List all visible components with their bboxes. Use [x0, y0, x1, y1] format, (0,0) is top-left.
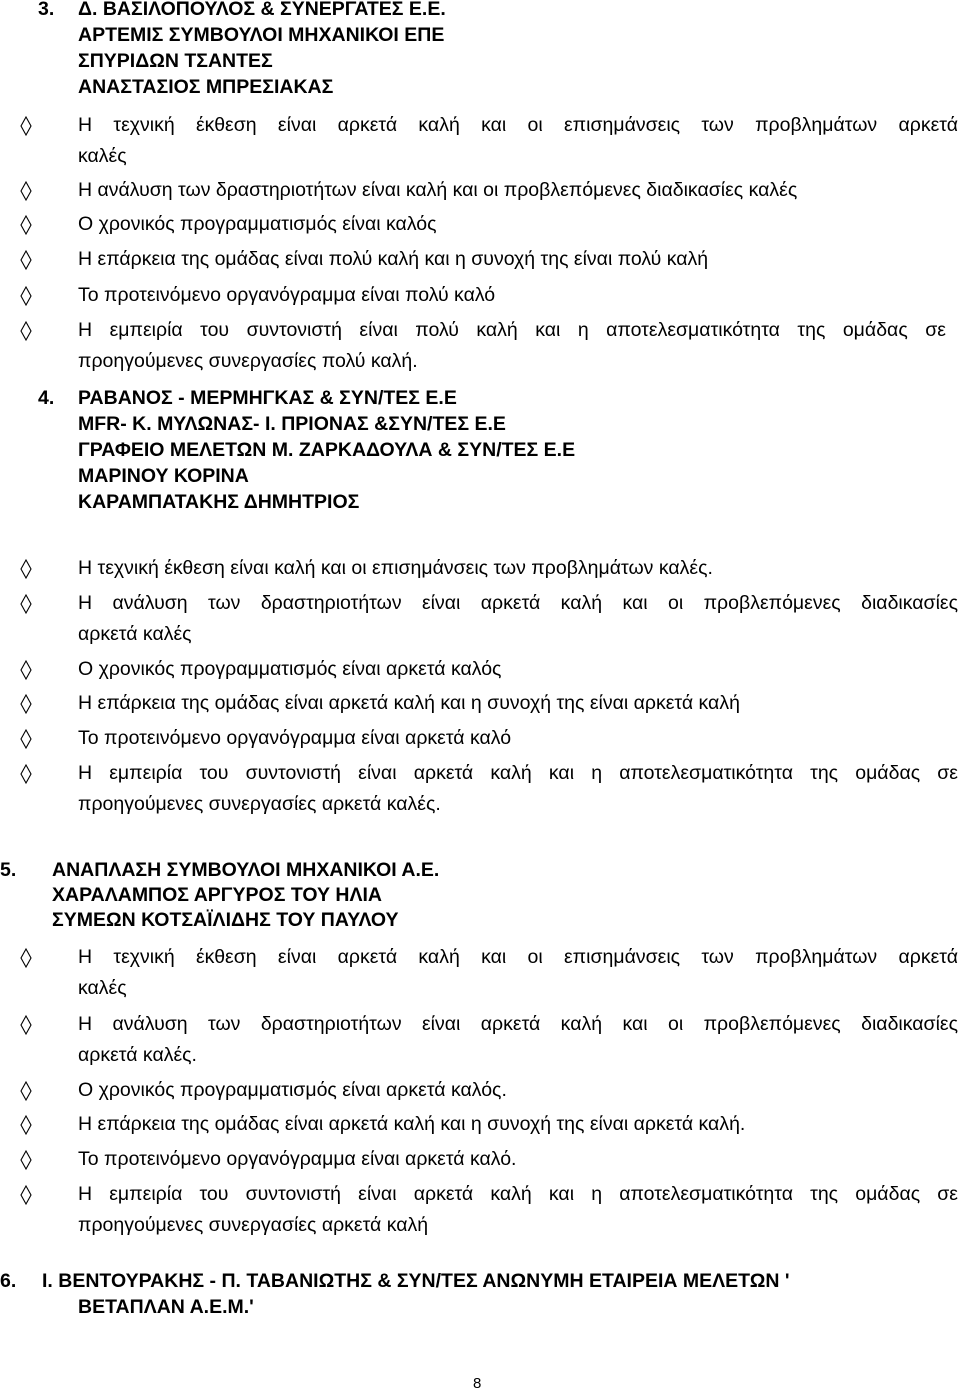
bullet-diamond-icon: [20, 180, 40, 204]
assessment-bullet: Ο χρονικός προγραμματισμός είναι καλός: [78, 213, 437, 235]
assessment-bullet-continuation: προηγούμενες συνεργασίες αρκετά καλή: [78, 1214, 429, 1236]
section-number: 6.: [0, 1270, 17, 1292]
assessment-bullet: Η επάρκεια της ομάδας είναι αρκετά καλή και η συνοχή της είναι αρκετά καλή.: [78, 1113, 746, 1135]
section-heading-line: ΣΥΜΕΩΝ ΚΟΤΣΑΪΛΙΔΗΣ ΤΟΥ ΠΑΥΛΟΥ: [52, 909, 399, 931]
assessment-bullet: Το προτεινόμενο οργανόγραμμα είναι πολύ καλό: [78, 284, 496, 306]
assessment-bullet: Η ανάλυση των δραστηριοτήτων είναι καλή και οι προβλεπόμενες διαδικασίες καλές: [78, 179, 798, 201]
assessment-bullet: Η ανάλυση των δραστηριοτήτων είναι αρκετά καλή και οι προβλεπόμενες διαδικασίες: [78, 592, 958, 614]
assessment-bullet: Η εμπειρία του συντονιστή είναι αρκετά καλή και η αποτελεσματικότητα της ομάδας σε: [78, 762, 958, 784]
assessment-bullet-continuation: αρκετά καλές: [78, 623, 192, 645]
bullet-diamond-icon: [20, 1014, 40, 1038]
bullet-diamond-icon: [20, 249, 40, 273]
assessment-bullet: Η εμπειρία του συντονιστή είναι αρκετά καλή και η αποτελεσματικότητα της ομάδας σε: [78, 1183, 958, 1205]
assessment-bullet: Ο χρονικός προγραμματισμός είναι αρκετά καλός.: [78, 1079, 507, 1101]
section-number: 3.: [38, 0, 55, 20]
section-heading: Δ. ΒΑΣΙΛΟΠΟΥΛΟΣ & ΣΥΝΕΡΓΑΤΕΣ Ε.Ε.: [78, 0, 446, 20]
section-heading: Ι. ΒΕΝΤΟΥΡΑΚΗΣ - Π. ΤΑΒΑΝΙΩΤΗΣ & ΣΥΝ/ΤΕΣ ΑΝΩΝΥΜΗ ΕΤΑΙΡΕΙΑ ΜΕΛΕΤΩΝ ': [42, 1270, 790, 1292]
section-number: 4.: [38, 387, 55, 409]
assessment-bullet: Η τεχνική έκθεση είναι αρκετά καλή και οι επισημάνσεις των προβλημάτων αρκετά: [78, 114, 958, 136]
bullet-diamond-icon: [20, 1080, 40, 1104]
section-heading: ΑΝΑΠΛΑΣΗ ΣΥΜΒΟΥΛΟΙ ΜΗΧΑΝΙΚΟΙ Α.Ε.: [52, 859, 440, 881]
bullet-diamond-icon: [20, 320, 40, 344]
section-heading-line: ΓΡΑΦΕΙΟ ΜΕΛΕΤΩΝ Μ. ΖΑΡΚΑΔΟΥΛΑ & ΣΥΝ/ΤΕΣ Ε.Ε: [78, 439, 576, 461]
assessment-bullet: Ο χρονικός προγραμματισμός είναι αρκετά καλός: [78, 658, 502, 680]
bullet-diamond-icon: [20, 285, 40, 309]
assessment-bullet: Το προτεινόμενο οργανόγραμμα είναι αρκετά καλό: [78, 727, 512, 749]
section-heading-line: MFR- Κ. ΜΥΛΩΝΑΣ- Ι. ΠΡΙΟΝΑΣ &ΣΥΝ/ΤΕΣ Ε.Ε: [78, 413, 506, 435]
section-heading-line: ΚΑΡΑΜΠΑΤΑΚΗΣ ΔΗΜΗΤΡΙΟΣ: [78, 491, 360, 513]
assessment-bullet-continuation: καλές: [78, 977, 127, 999]
assessment-bullet: Η εμπειρία του συντονιστή είναι πολύ καλή και η αποτελεσματικότητα της ομάδας σε: [78, 319, 946, 341]
section-heading-line: ΒΕΤΑΠΛΑΝ Α.Ε.Μ.': [78, 1296, 254, 1318]
assessment-bullet: Το προτεινόμενο οργανόγραμμα είναι αρκετά καλό.: [78, 1148, 517, 1170]
bullet-diamond-icon: [20, 693, 40, 717]
bullet-diamond-icon: [20, 659, 40, 683]
bullet-diamond-icon: [20, 558, 40, 582]
bullet-diamond-icon: [20, 947, 40, 971]
section-heading-line: ΧΑΡΑΛΑΜΠΟΣ ΑΡΓΥΡΟΣ ΤΟΥ ΗΛΙΑ: [52, 884, 383, 906]
section-number: 5.: [0, 859, 17, 881]
bullet-diamond-icon: [20, 593, 40, 617]
assessment-bullet: Η τεχνική έκθεση είναι καλή και οι επισημάνσεις των προβλημάτων καλές.: [78, 557, 713, 579]
bullet-diamond-icon: [20, 1114, 40, 1138]
bullet-diamond-icon: [20, 1184, 40, 1208]
assessment-bullet: Η τεχνική έκθεση είναι αρκετά καλή και οι επισημάνσεις των προβλημάτων αρκετά: [78, 946, 958, 968]
section-heading-line: ΜΑΡΙΝΟΥ ΚΟΡΙΝΑ: [78, 465, 249, 487]
assessment-bullet-continuation: προηγούμενες συνεργασίες αρκετά καλές.: [78, 793, 441, 815]
bullet-diamond-icon: [20, 115, 40, 139]
bullet-diamond-icon: [20, 1149, 40, 1173]
assessment-bullet-continuation: προηγούμενες συνεργασίες πολύ καλή.: [78, 350, 418, 372]
assessment-bullet: Η επάρκεια της ομάδας είναι πολύ καλή και η συνοχή της είναι πολύ καλή: [78, 248, 709, 270]
assessment-bullet: Η ανάλυση των δραστηριοτήτων είναι αρκετά καλή και οι προβλεπόμενες διαδικασίες: [78, 1013, 958, 1035]
bullet-diamond-icon: [20, 763, 40, 787]
assessment-bullet-continuation: αρκετά καλές.: [78, 1044, 197, 1066]
bullet-diamond-icon: [20, 728, 40, 752]
section-heading-line: ΑΝΑΣΤΑΣΙΟΣ ΜΠΡΕΣΙΑΚΑΣ: [78, 76, 334, 98]
assessment-bullet-continuation: καλές: [78, 145, 127, 167]
section-heading-line: ΣΠΥΡΙΔΩΝ ΤΣΑΝΤΕΣ: [78, 50, 273, 72]
assessment-bullet: Η επάρκεια της ομάδας είναι αρκετά καλή και η συνοχή της είναι αρκετά καλή: [78, 692, 740, 714]
page-number: 8: [473, 1375, 482, 1392]
section-heading: ΡΑΒΑΝΟΣ - ΜΕΡΜΗΓΚΑΣ & ΣΥΝ/ΤΕΣ Ε.Ε: [78, 387, 457, 409]
bullet-diamond-icon: [20, 214, 40, 238]
section-heading-line: ΑΡΤΕΜΙΣ ΣΥΜΒΟΥΛΟΙ ΜΗΧΑΝΙΚΟΙ ΕΠΕ: [78, 24, 445, 46]
